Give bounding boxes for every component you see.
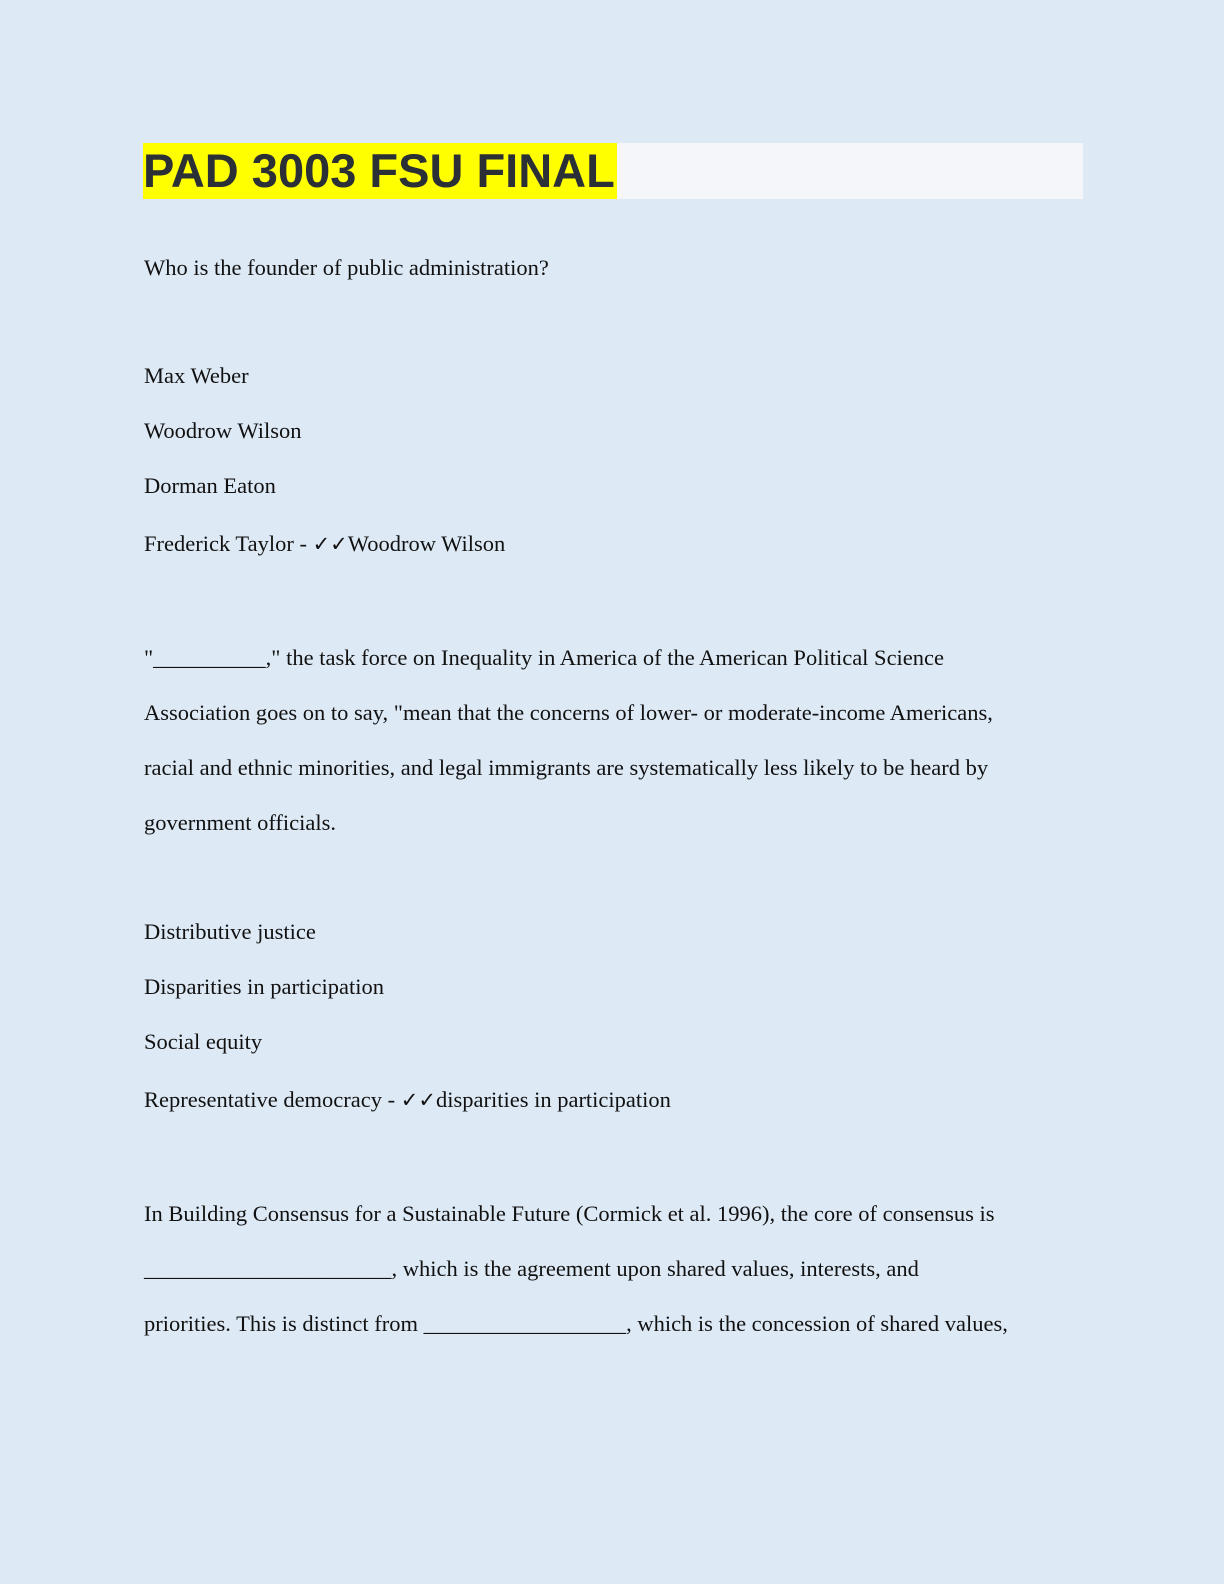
- question-3-line-1: In Building Consensus for a Sustainable Future (Cormick et al. 1996), the core of consensus is: [144, 1201, 995, 1226]
- q1-option-2: Woodrow Wilson: [144, 418, 302, 443]
- question-2-line-4: government officials.: [144, 810, 337, 835]
- q2-option-4: Representative democracy -: [144, 1087, 401, 1112]
- double-check-icon: ✓✓: [312, 532, 348, 556]
- q1-option-3: Dorman Eaton: [144, 473, 276, 498]
- q2-option-2: Disparities in participation: [144, 974, 384, 999]
- q1-option-4-with-answer: [144, 530, 505, 558]
- q2-answer: disparities in participation: [435, 1087, 671, 1112]
- page-title: PAD 3003 FSU FINAL: [143, 144, 615, 197]
- question-2-line-1: "__________," the task force on Inequality in America of the American Political Science: [144, 645, 945, 670]
- question-2-line-2: Association goes on to say, "mean that the concerns of lower- or moderate-income Americans,: [144, 700, 993, 725]
- question-2-line-3: racial and ethnic minorities, and legal immigrants are systematically less likely to be heard by: [144, 755, 989, 780]
- question-1: Who is the founder of public administration?: [144, 255, 549, 280]
- q2-option-1: Distributive justice: [144, 919, 316, 944]
- q1-option-1: Max Weber: [144, 363, 249, 388]
- double-check-icon: ✓✓: [400, 1088, 436, 1112]
- question-3-line-2: ______________________, which is the agreement upon shared values, interests, and: [144, 1256, 919, 1281]
- q1-option-4: Frederick Taylor -: [144, 531, 313, 556]
- question-3-line-3: priorities. This is distinct from __________________, which is the concession of shared values,: [144, 1311, 1008, 1336]
- q1-answer: Woodrow Wilson: [347, 531, 506, 556]
- q2-option-4-with-answer: [144, 1086, 671, 1114]
- q2-option-3: Social equity: [144, 1029, 263, 1054]
